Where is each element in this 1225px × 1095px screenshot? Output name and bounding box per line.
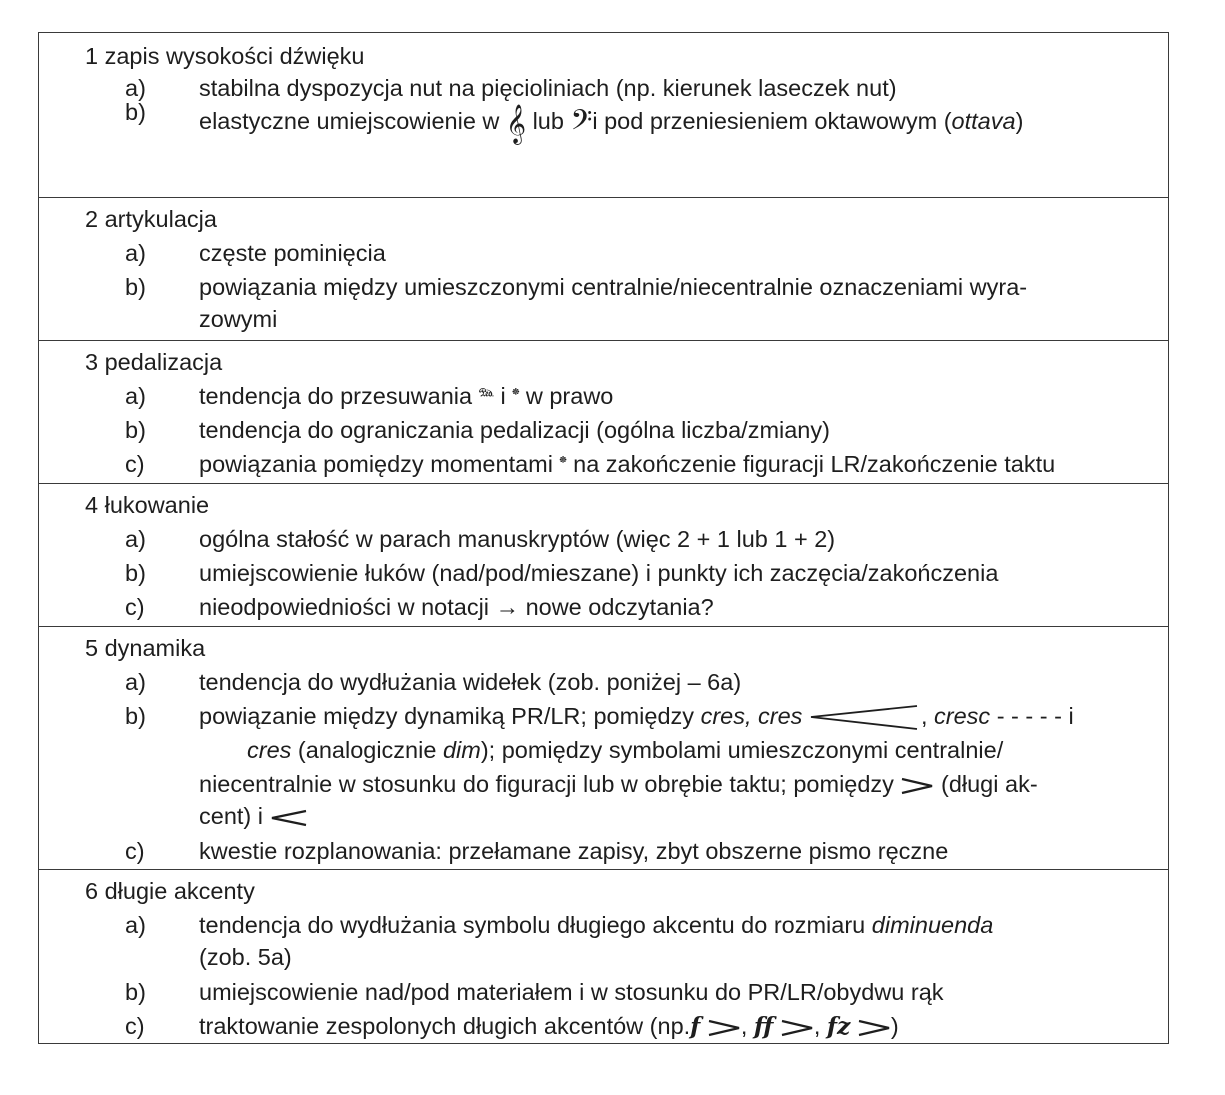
item-text-italic: ottava [951, 108, 1016, 134]
section-title: 2 artykulacja [85, 206, 217, 232]
item-text-part: powiązanie między dynamiką PR/LR; pomiędzy [199, 703, 701, 729]
section-title: 1 zapis wysokości dźwięku [85, 43, 365, 69]
item-text-italic: cres [247, 737, 292, 763]
pedal-release-icon: 𝆯 [512, 382, 520, 410]
item-text [199, 769, 1038, 799]
section-4 [39, 483, 1168, 627]
item-text-part: traktowanie zespolonych długich akcentów (np. [199, 1013, 691, 1039]
item-label: a) [125, 526, 146, 552]
item-text: częste pominięcia [199, 240, 386, 266]
item-text: tendencja do wydłużania widełek (zob. poniżej – 6a) [199, 669, 742, 695]
item-text-part: niecentralnie w stosunku do figuracji lub w obrębie taktu; pomiędzy [199, 771, 894, 797]
item-text-italic: cres, cres [700, 703, 803, 729]
item-label: b) [125, 417, 146, 443]
dynamic-ff-icon: ff [753, 1012, 774, 1040]
item-text: stabilna dyspozycja nut na pięcioliniach (np. kierunek laseczek nut) [199, 75, 897, 101]
section-5 [39, 626, 1168, 870]
item-label: b) [125, 99, 146, 125]
section-title: 5 dynamika [85, 635, 206, 661]
item-text-part: elastyczne umiejscowienie w [199, 108, 500, 134]
long-accent-icon [707, 1017, 741, 1039]
item-label: b) [125, 274, 146, 300]
item-text-part: (analogicznie [291, 737, 443, 763]
item-text-part: ); pomiędzy symbolami umieszczonymi centralnie/ [480, 737, 1004, 763]
item-label: c) [125, 1013, 145, 1039]
long-accent-icon [857, 1017, 891, 1039]
item-text: ogólna stałość w parach manuskryptów (więc 2 + 1 lub 1 + 2) [199, 526, 836, 552]
section-title: 6 długie akcenty [85, 878, 255, 904]
item-text-part: tendencja do przesuwania [199, 383, 473, 409]
item-text-continued: zowymi [199, 306, 278, 332]
item-text: powiązania między umieszczonymi centralnie/niecentralnie oznaczeniami wyra- [199, 274, 1028, 300]
item-label: b) [125, 979, 146, 1005]
item-text [199, 104, 1024, 144]
item-label: b) [125, 703, 146, 729]
item-text-part: w prawo [525, 383, 614, 409]
item-text-part: - - - - - i [990, 703, 1074, 729]
item-label: a) [125, 669, 146, 695]
notation-table [38, 32, 1169, 1044]
item-text: tendencja do ograniczania pedalizacji (ogólna liczba/zmiany) [199, 417, 830, 443]
pedal-release-icon: 𝆯 [559, 450, 567, 478]
section-1 [39, 33, 1168, 197]
dynamic-f-icon: f [690, 1012, 701, 1040]
item-label: b) [125, 560, 146, 586]
item-text [199, 701, 1074, 733]
item-text [199, 801, 308, 831]
item-text-italic: dim [442, 737, 481, 763]
item-label: a) [125, 240, 146, 266]
treble-clef-icon: 𝄞 [505, 104, 527, 144]
long-accent-icon [780, 1017, 814, 1039]
item-text-part: tendencja do wydłużania symbolu długiego akcentu do rozmiaru [199, 912, 872, 938]
item-text-continued: (zob. 5a) [199, 944, 292, 970]
pedal-down-icon: 𝆮 [478, 382, 494, 410]
item-text-part: i pod przeniesieniem oktawowym ( [592, 108, 952, 134]
item-text-part: powiązania pomiędzy momentami [199, 451, 553, 477]
item-text: umiejscowienie łuków (nad/pod/mieszane) i punkty ich zaczęcia/zakończenia [199, 560, 999, 586]
dynamic-fz-icon: fz [826, 1012, 851, 1040]
item-text-part: ) [890, 1013, 899, 1039]
item-text: kwestie rozplanowania: przełamane zapisy, zbyt obszerne pismo ręczne [199, 838, 949, 864]
item-text-part: cent) i [199, 803, 263, 829]
item-text-part: (długi ak- [941, 771, 1038, 797]
item-label: a) [125, 383, 146, 409]
item-text [247, 735, 1003, 765]
item-text-part: ) [1015, 108, 1024, 134]
section-title: 4 łukowanie [85, 492, 210, 518]
crescendo-hairpin-icon [809, 703, 921, 733]
section-2 [39, 197, 1168, 341]
section-title: 3 pedalizacja [85, 349, 223, 375]
item-text [199, 910, 993, 940]
item-text-part: i [500, 383, 506, 409]
section-6 [39, 869, 1168, 1046]
item-text-italic: cresc [934, 703, 991, 729]
item-label: c) [125, 451, 145, 477]
item-text-part: , [920, 703, 935, 729]
item-text-italic: diminuenda [871, 912, 994, 938]
item-label: c) [125, 594, 145, 620]
long-accent-icon [900, 775, 934, 797]
item-text: nieodpowiedniości w notacji → nowe odczytania? [199, 594, 714, 620]
item-text [199, 449, 1055, 479]
item-label: a) [125, 75, 146, 101]
item-text-part: lub [532, 108, 564, 134]
item-text-part: na zakończenie figuracji LR/zakończenie taktu [573, 451, 1056, 477]
section-3 [39, 340, 1168, 484]
bass-clef-icon: 𝄢 [570, 104, 593, 144]
item-text: traktowanie zespolonych długich akcentów (np.f , ff , fz ) [199, 1012, 899, 1040]
item-label: c) [125, 838, 145, 864]
short-crescendo-icon [270, 807, 308, 829]
item-text [199, 381, 613, 411]
item-text: umiejscowienie nad/pod materiałem i w stosunku do PR/LR/obydwu rąk [199, 979, 944, 1005]
item-label: a) [125, 912, 146, 938]
